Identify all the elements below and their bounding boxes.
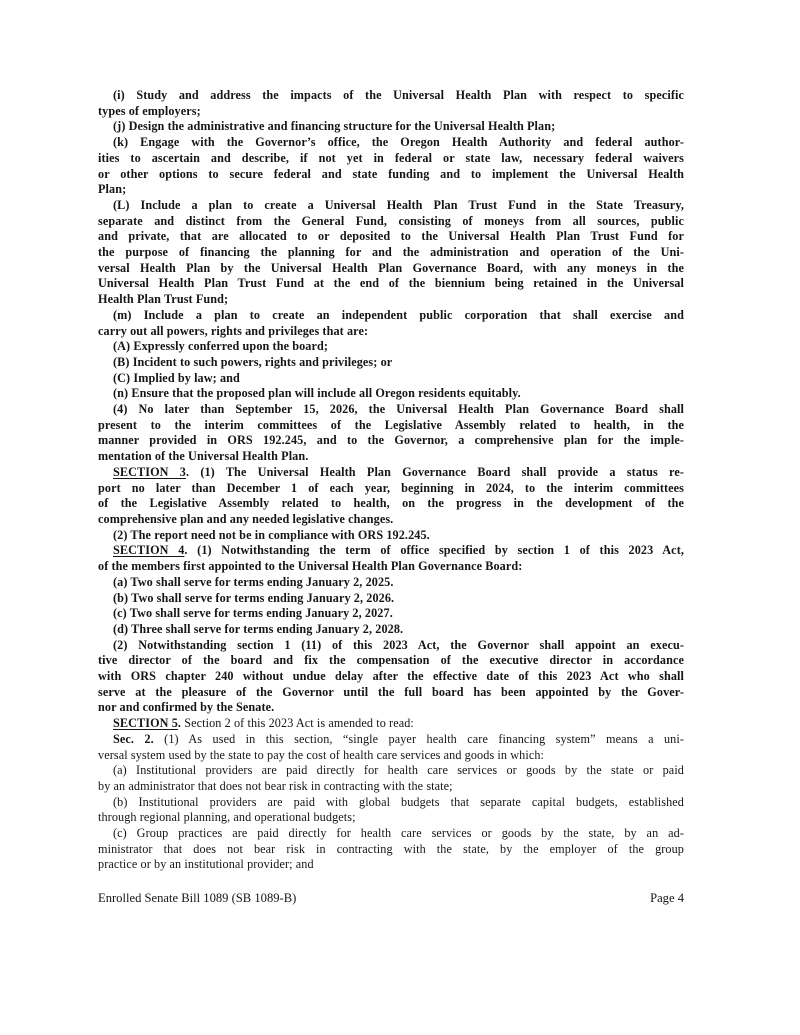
bill-text-line: mentation of the Universal Health Plan.: [98, 449, 309, 464]
section-3-label: SECTION 3: [113, 464, 186, 479]
bill-text-line: of the Legislative Assembly related to health, on the progress in the development of the: [98, 496, 684, 511]
bill-text-line: and private, that are allocated to or deposited to the Universal Health Plan Trust Fund for: [98, 229, 684, 244]
bill-text-line: ities to ascertain and describe, if not yet in federal or state law, necessary federal waivers: [98, 150, 684, 165]
bill-text-line: (2) Notwithstanding section 1 (11) of this 2023 Act, the Governor shall appoint an execu-: [113, 637, 684, 652]
bill-text-line: Universal Health Plan Trust Fund at the end of the biennium being retained in the Universal: [98, 276, 684, 291]
bill-text: [98, 88, 684, 873]
bill-text-line: tive director of the board and fix the compensation of the executive director in accordance: [98, 653, 684, 668]
bill-text-line: (m) Include a plan to create an independent public corporation that shall exercise and: [113, 307, 684, 322]
bill-text-line: port no later than December 1 of each year, beginning in 2024, to the interim committees: [98, 480, 684, 495]
bill-text-line: (j) Design the administrative and financing structure for the Universal Health Plan;: [113, 119, 556, 134]
bill-text-line: manner provided in ORS 192.245, and to the Governor, a comprehensive plan for the imple-: [98, 433, 684, 448]
bill-text-line: comprehensive plan and any needed legislative changes.: [98, 511, 394, 526]
footer-page-number: Page 4: [650, 891, 684, 905]
bill-text-line: (b) Institutional providers are paid with global budgets that separate capital budgets, established: [113, 794, 684, 809]
bill-text-line: separate and distinct from the General Fund, consisting of moneys from all sources, public: [98, 213, 684, 228]
bill-text-line: (c) Two shall serve for terms ending January 2, 2027.: [113, 606, 393, 621]
bill-text-line: ministrator that does not bear risk in contracting with the state, by the employer of the group: [98, 841, 684, 856]
bill-text-line: serve at the pleasure of the Governor until the full board has been appointed by the Gover-: [98, 684, 684, 699]
bill-text-line: (d) Three shall serve for terms ending January 2, 2028.: [113, 621, 404, 636]
bill-text-line: (b) Two shall serve for terms ending January 2, 2026.: [113, 590, 395, 605]
bill-text-line: versal Health Plan by the Universal Health Plan Governance Board, with any moneys in the: [98, 260, 684, 275]
bill-text-line: (k) Engage with the Governor’s office, the Oregon Health Authority and federal author-: [113, 135, 684, 150]
bill-text-line: the purpose of financing the planning for and the administration and operation of the Uni-: [98, 245, 684, 260]
bill-text-line: or other options to secure federal and state funding and to implement the Universal Health: [98, 166, 684, 181]
bill-text-line: of the members first appointed to the Universal Health Plan Governance Board:: [98, 559, 523, 574]
bill-text-line: (L) Include a plan to create a Universal Health Plan Trust Fund in the State Treasury,: [113, 197, 684, 212]
bill-text-line: (2) The report need not be in compliance with ORS 192.245.: [113, 527, 430, 542]
bill-text-line: (C) Implied by law; and: [113, 370, 240, 385]
bill-text-line: Health Plan Trust Fund;: [98, 292, 229, 307]
bill-text-line: types of employers;: [98, 103, 201, 118]
section-heading-line: [98, 716, 684, 732]
bill-text-line: (B) Incident to such powers, rights and privileges; or: [113, 354, 393, 369]
bill-text-line: versal system used by the state to pay the cost of health care services and goods in which:: [98, 747, 545, 762]
section-4-label: SECTION 4: [113, 543, 185, 558]
section-label-period: .: [177, 716, 182, 731]
bill-text-line: (4) No later than September 15, 2026, the Universal Health Plan Governance Board shall: [113, 402, 684, 417]
bill-text-line: carry out all powers, rights and privileges that are:: [98, 323, 369, 338]
section-line-text: . (1) The Universal Health Plan Governance Board shall provide a status re-: [185, 464, 684, 479]
section-line-text: . (1) Notwithstanding the term of office specified by section 1 of this 2023 Act,: [184, 543, 684, 558]
bill-text-line: (a) Two shall serve for terms ending January 2, 2025.: [113, 574, 394, 589]
bill-text-line: with ORS chapter 240 without undue delay after the effective date of this 2023 Act who shall: [98, 669, 684, 684]
amended-section-line: [98, 732, 684, 748]
bill-text-line: Plan;: [98, 182, 127, 197]
sec-2-label: Sec. 2.: [113, 731, 154, 746]
bill-text-line: present to the interim committees of the Legislative Assembly related to health, in the: [98, 417, 684, 432]
section-5-label: SECTION 5: [113, 716, 178, 731]
bill-text-line: through regional planning, and operational budgets;: [98, 810, 356, 825]
bill-text-line: (a) Institutional providers are paid directly for health care services or goods by the state or paid: [113, 763, 684, 778]
bill-text-line: (i) Study and address the impacts of the Universal Health Plan with respect to specific: [113, 88, 684, 102]
bill-text-line: (A) Expressly conferred upon the board;: [113, 339, 329, 354]
section-heading-line: [98, 543, 684, 559]
section-heading-line: [98, 465, 684, 481]
section-line-text: (1) As used in this section, “single payer health care financing system” means a uni-: [153, 731, 684, 746]
bill-text-line: practice or by an institutional provider; and: [98, 857, 314, 872]
bill-text-line: (n) Ensure that the proposed plan will include all Oregon residents equitably.: [113, 386, 521, 401]
bill-text-line: (c) Group practices are paid directly for health care services or goods by the state, by an ad-: [113, 826, 684, 841]
bill-text-line: nor and confirmed by the Senate.: [98, 700, 275, 715]
section-line-text: Section 2 of this 2023 Act is amended to read:: [181, 716, 414, 731]
footer-bill-title: Enrolled Senate Bill 1089 (SB 1089-B): [98, 891, 297, 905]
bill-text-line: by an administrator that does not bear risk in contracting with the state;: [98, 778, 453, 793]
page-footer: [98, 891, 684, 906]
